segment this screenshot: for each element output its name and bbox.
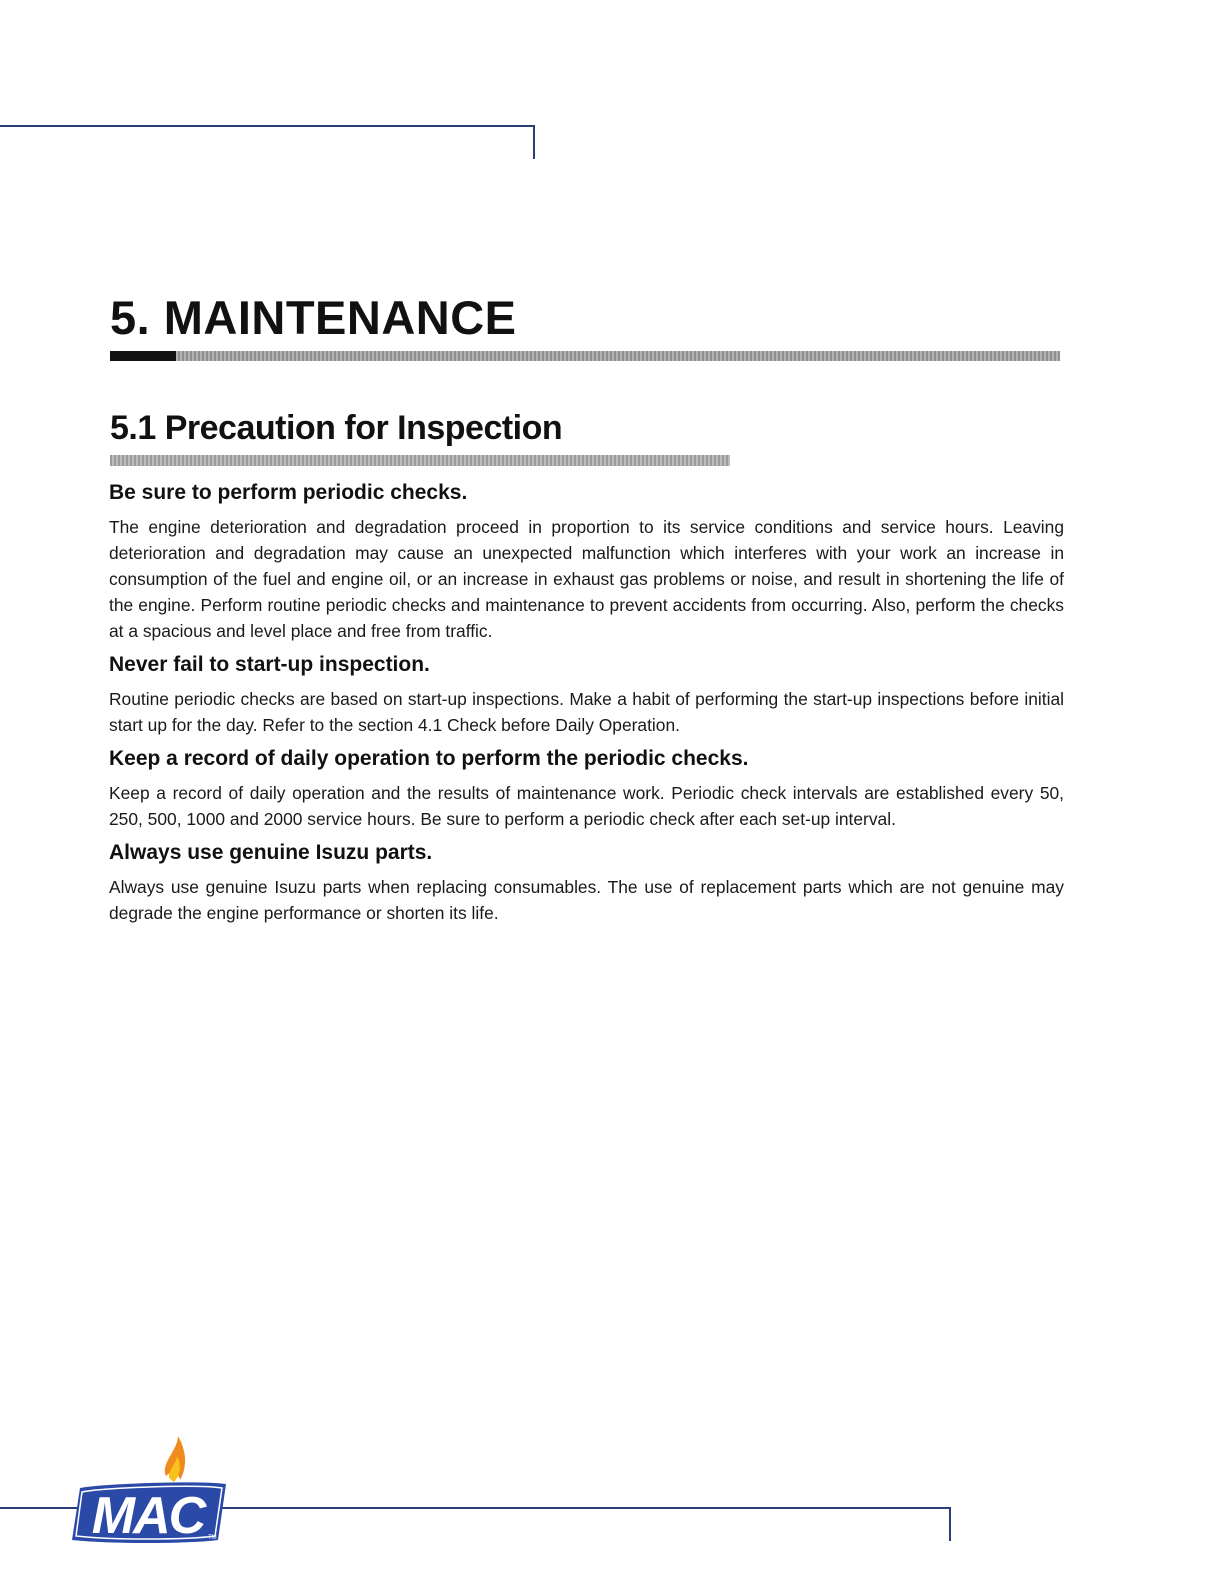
chapter-underline-accent (110, 351, 176, 361)
chapter-title: 5. MAINTENANCE (110, 291, 517, 344)
paragraph-heading: Be sure to perform periodic checks. (109, 481, 468, 504)
paragraph-block (109, 478, 1064, 644)
paragraph-block (109, 650, 1064, 738)
trademark-label: TM (208, 1535, 217, 1541)
paragraph-block (109, 744, 1064, 832)
paragraph-heading: Always use genuine Isuzu parts. (109, 841, 433, 864)
top-rule-horizontal (0, 125, 534, 127)
paragraph-text: Keep a record of daily operation and the results of maintenance work. Periodic check intervals are established every 50, 250, 500, 1000 and 2000 service hours. Be sure to perform a periodic check after each set-up interval. (109, 783, 1064, 829)
chapter-underline-bar (110, 351, 1060, 361)
section-content (109, 478, 1064, 932)
paragraph-block (109, 838, 1064, 926)
section-underline-bar (110, 455, 730, 466)
paragraph-text: Routine periodic checks are based on start-up inspections. Make a habit of performing the start-up inspections before initial start up for the day. Refer to the section 4.1 Check before Daily Operation. (109, 689, 1064, 735)
paragraph-heading: Never fail to start-up inspection. (109, 653, 430, 676)
top-rule-vertical (533, 125, 535, 159)
bottom-rule-vertical (949, 1507, 951, 1541)
paragraph-heading: Keep a record of daily operation to perform the periodic checks. (109, 747, 749, 770)
logo-text: MAC (91, 1487, 205, 1544)
paragraph-text: Always use genuine Isuzu parts when replacing consumables. The use of replacement parts which are not genuine may degrade the engine performance or shorten its life. (109, 877, 1064, 923)
section-title: 5.1 Precaution for Inspection (110, 409, 563, 447)
paragraph-text: The engine deterioration and degradation proceed in proportion to its service conditions and service hours. Leaving deterioration and degradation may cause an unexpected malfunction which interferes with your work an increase in consumption of the fuel and engine oil, or an increase in exhaust gas problems or noise, and result in shortening the life of the engine. Perform routine periodic checks and maintenance to prevent accidents from occurring. Also, perform the checks at a spacious and level place and free from traffic. (109, 517, 1064, 641)
mac-logo (68, 1436, 230, 1544)
